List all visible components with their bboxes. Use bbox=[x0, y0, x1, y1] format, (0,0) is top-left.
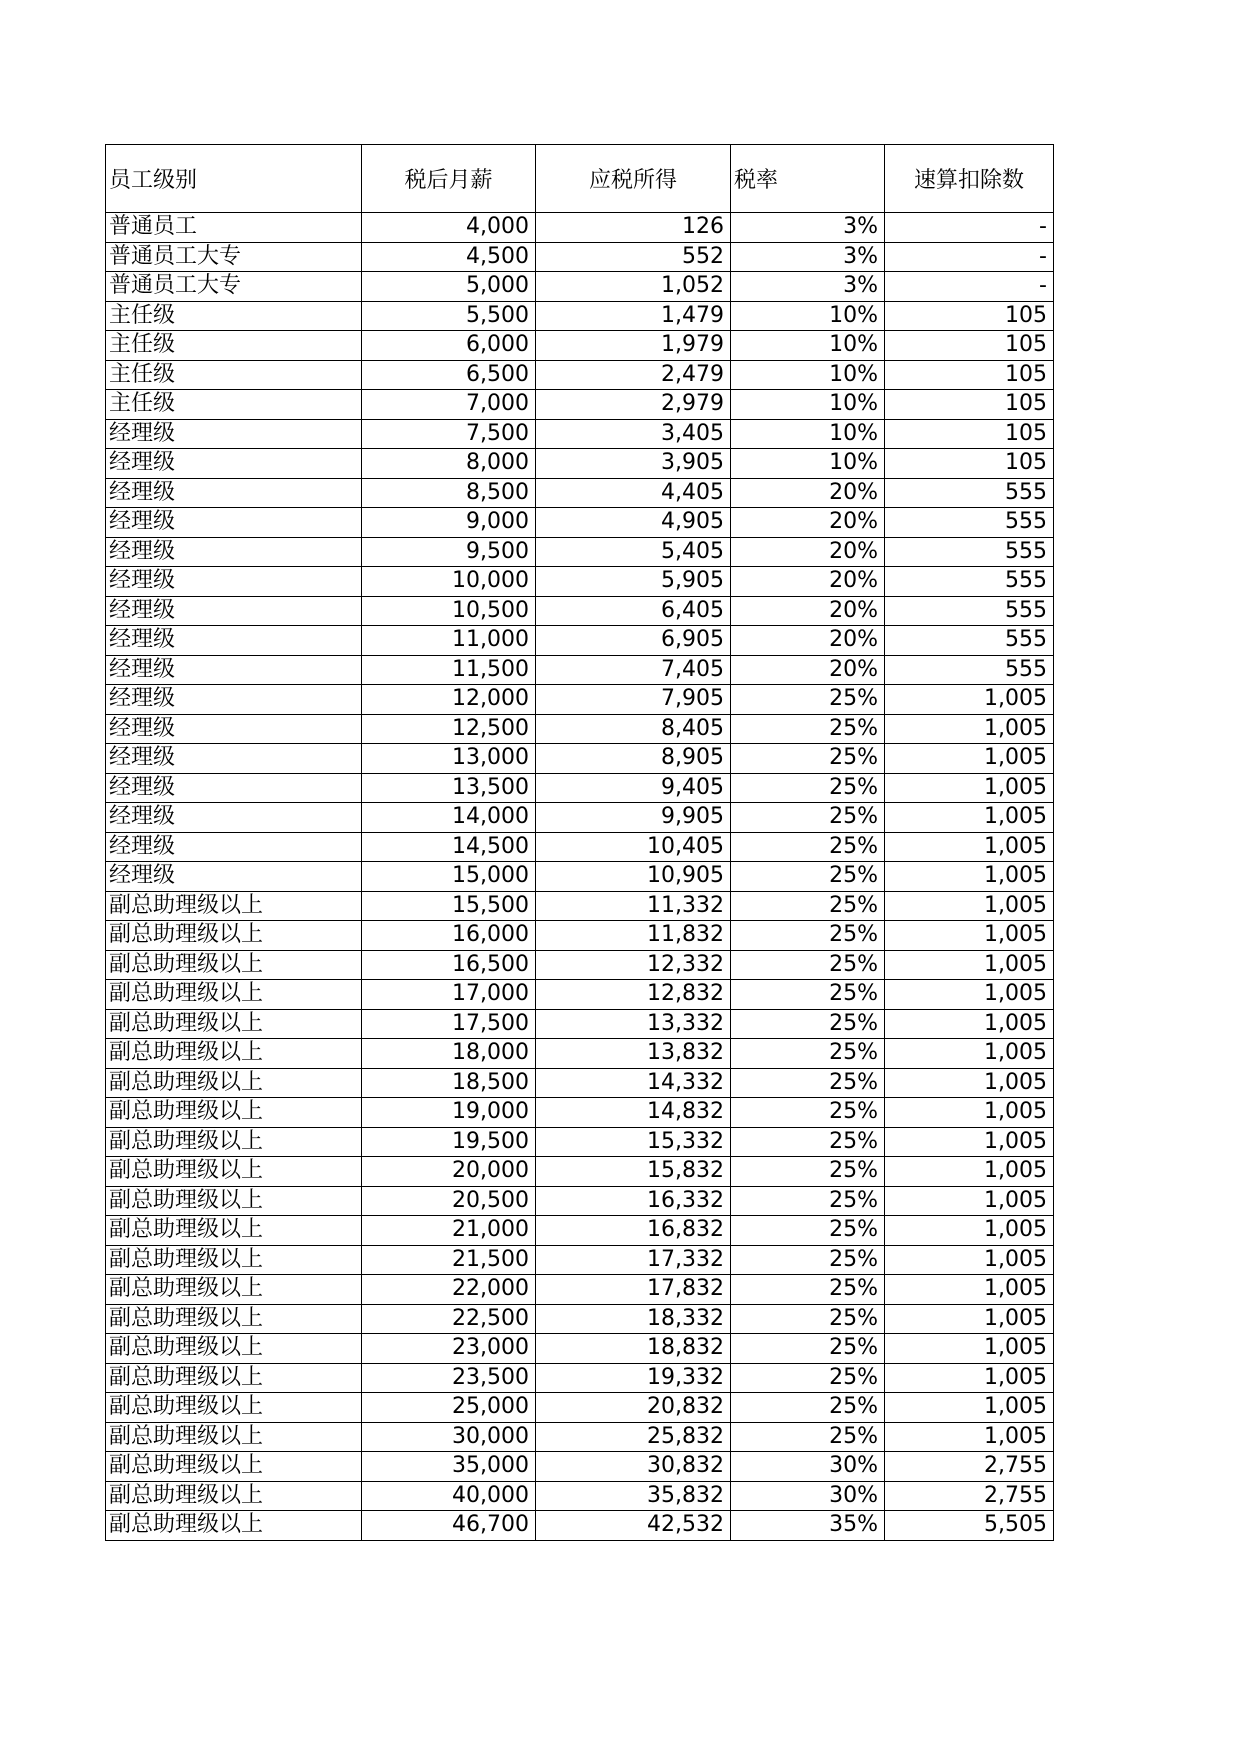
cell-quick-deduction: 1,005 bbox=[885, 1393, 1054, 1423]
cell-quick-deduction: 1,005 bbox=[885, 714, 1054, 744]
table-row bbox=[106, 1186, 1054, 1216]
cell-employee-level: 经理级 bbox=[106, 832, 362, 862]
cell-tax-rate: 25% bbox=[731, 744, 885, 774]
table-row bbox=[106, 1039, 1054, 1069]
cell-after-tax-salary: 10,000 bbox=[362, 567, 536, 597]
cell-taxable-income: 126 bbox=[536, 213, 731, 243]
table-row bbox=[106, 1334, 1054, 1364]
cell-employee-level: 经理级 bbox=[106, 862, 362, 892]
header-employee-level: 员工级别 bbox=[106, 145, 362, 213]
cell-tax-rate: 20% bbox=[731, 508, 885, 538]
cell-after-tax-salary: 23,500 bbox=[362, 1363, 536, 1393]
cell-quick-deduction: 105 bbox=[885, 419, 1054, 449]
table-row bbox=[106, 1009, 1054, 1039]
cell-after-tax-salary: 22,500 bbox=[362, 1304, 536, 1334]
cell-after-tax-salary: 10,500 bbox=[362, 596, 536, 626]
cell-employee-level: 经理级 bbox=[106, 685, 362, 715]
cell-after-tax-salary: 15,000 bbox=[362, 862, 536, 892]
cell-quick-deduction: 555 bbox=[885, 537, 1054, 567]
cell-after-tax-salary: 14,500 bbox=[362, 832, 536, 862]
cell-tax-rate: 25% bbox=[731, 1393, 885, 1423]
cell-employee-level: 副总助理级以上 bbox=[106, 950, 362, 980]
cell-tax-rate: 10% bbox=[731, 301, 885, 331]
cell-taxable-income: 35,832 bbox=[536, 1481, 731, 1511]
cell-quick-deduction: 555 bbox=[885, 567, 1054, 597]
table-row bbox=[106, 714, 1054, 744]
cell-taxable-income: 15,832 bbox=[536, 1157, 731, 1187]
cell-tax-rate: 10% bbox=[731, 331, 885, 361]
cell-taxable-income: 12,332 bbox=[536, 950, 731, 980]
table-row bbox=[106, 449, 1054, 479]
cell-quick-deduction: 1,005 bbox=[885, 1245, 1054, 1275]
cell-quick-deduction: 1,005 bbox=[885, 685, 1054, 715]
cell-employee-level: 副总助理级以上 bbox=[106, 1334, 362, 1364]
cell-employee-level: 副总助理级以上 bbox=[106, 1481, 362, 1511]
cell-tax-rate: 25% bbox=[731, 921, 885, 951]
cell-employee-level: 经理级 bbox=[106, 537, 362, 567]
cell-employee-level: 普通员工大专 bbox=[106, 242, 362, 272]
cell-tax-rate: 10% bbox=[731, 360, 885, 390]
cell-tax-rate: 25% bbox=[731, 1245, 885, 1275]
cell-quick-deduction: 555 bbox=[885, 596, 1054, 626]
cell-taxable-income: 5,405 bbox=[536, 537, 731, 567]
cell-after-tax-salary: 16,500 bbox=[362, 950, 536, 980]
cell-employee-level: 副总助理级以上 bbox=[106, 1098, 362, 1128]
cell-taxable-income: 14,832 bbox=[536, 1098, 731, 1128]
cell-quick-deduction: 2,755 bbox=[885, 1481, 1054, 1511]
cell-after-tax-salary: 17,000 bbox=[362, 980, 536, 1010]
table-row bbox=[106, 1304, 1054, 1334]
table-row bbox=[106, 301, 1054, 331]
cell-after-tax-salary: 7,500 bbox=[362, 419, 536, 449]
cell-quick-deduction: 1,005 bbox=[885, 1098, 1054, 1128]
cell-taxable-income: 3,905 bbox=[536, 449, 731, 479]
cell-quick-deduction: 555 bbox=[885, 655, 1054, 685]
cell-quick-deduction: 105 bbox=[885, 390, 1054, 420]
table-body bbox=[106, 213, 1054, 1541]
cell-employee-level: 经理级 bbox=[106, 419, 362, 449]
cell-tax-rate: 30% bbox=[731, 1481, 885, 1511]
table-row bbox=[106, 213, 1054, 243]
cell-employee-level: 经理级 bbox=[106, 655, 362, 685]
cell-taxable-income: 7,905 bbox=[536, 685, 731, 715]
table-row bbox=[106, 980, 1054, 1010]
cell-tax-rate: 25% bbox=[731, 1304, 885, 1334]
cell-quick-deduction: 105 bbox=[885, 331, 1054, 361]
cell-tax-rate: 20% bbox=[731, 596, 885, 626]
cell-after-tax-salary: 4,000 bbox=[362, 213, 536, 243]
cell-tax-rate: 25% bbox=[731, 1127, 885, 1157]
cell-after-tax-salary: 18,000 bbox=[362, 1039, 536, 1069]
table-row bbox=[106, 331, 1054, 361]
cell-quick-deduction: 555 bbox=[885, 508, 1054, 538]
cell-employee-level: 经理级 bbox=[106, 596, 362, 626]
cell-tax-rate: 20% bbox=[731, 655, 885, 685]
cell-tax-rate: 25% bbox=[731, 1334, 885, 1364]
cell-after-tax-salary: 25,000 bbox=[362, 1393, 536, 1423]
cell-quick-deduction: 105 bbox=[885, 360, 1054, 390]
cell-tax-rate: 25% bbox=[731, 1098, 885, 1128]
cell-tax-rate: 25% bbox=[731, 950, 885, 980]
table-row bbox=[106, 862, 1054, 892]
cell-quick-deduction: 1,005 bbox=[885, 1334, 1054, 1364]
cell-quick-deduction: 1,005 bbox=[885, 1039, 1054, 1069]
cell-after-tax-salary: 14,000 bbox=[362, 803, 536, 833]
table-row bbox=[106, 508, 1054, 538]
cell-taxable-income: 11,332 bbox=[536, 891, 731, 921]
table-row bbox=[106, 1275, 1054, 1305]
table-row bbox=[106, 390, 1054, 420]
cell-employee-level: 经理级 bbox=[106, 744, 362, 774]
header-taxable-income: 应税所得 bbox=[536, 145, 731, 213]
cell-quick-deduction: 105 bbox=[885, 449, 1054, 479]
cell-quick-deduction: - bbox=[885, 242, 1054, 272]
cell-employee-level: 经理级 bbox=[106, 567, 362, 597]
cell-taxable-income: 6,405 bbox=[536, 596, 731, 626]
cell-taxable-income: 552 bbox=[536, 242, 731, 272]
cell-employee-level: 主任级 bbox=[106, 360, 362, 390]
cell-taxable-income: 25,832 bbox=[536, 1422, 731, 1452]
cell-employee-level: 普通员工大专 bbox=[106, 272, 362, 302]
table-row bbox=[106, 832, 1054, 862]
cell-tax-rate: 20% bbox=[731, 478, 885, 508]
cell-taxable-income: 17,832 bbox=[536, 1275, 731, 1305]
cell-tax-rate: 3% bbox=[731, 213, 885, 243]
table-row bbox=[106, 478, 1054, 508]
cell-employee-level: 副总助理级以上 bbox=[106, 891, 362, 921]
cell-quick-deduction: - bbox=[885, 272, 1054, 302]
table-row bbox=[106, 1068, 1054, 1098]
cell-taxable-income: 18,832 bbox=[536, 1334, 731, 1364]
cell-taxable-income: 8,905 bbox=[536, 744, 731, 774]
table-row bbox=[106, 744, 1054, 774]
cell-taxable-income: 9,905 bbox=[536, 803, 731, 833]
cell-quick-deduction: 1,005 bbox=[885, 1186, 1054, 1216]
cell-after-tax-salary: 46,700 bbox=[362, 1511, 536, 1541]
table-row bbox=[106, 891, 1054, 921]
cell-tax-rate: 25% bbox=[731, 1363, 885, 1393]
cell-tax-rate: 25% bbox=[731, 1039, 885, 1069]
cell-taxable-income: 15,332 bbox=[536, 1127, 731, 1157]
cell-taxable-income: 11,832 bbox=[536, 921, 731, 951]
cell-taxable-income: 12,832 bbox=[536, 980, 731, 1010]
cell-taxable-income: 17,332 bbox=[536, 1245, 731, 1275]
cell-tax-rate: 10% bbox=[731, 449, 885, 479]
cell-employee-level: 经理级 bbox=[106, 449, 362, 479]
cell-tax-rate: 3% bbox=[731, 272, 885, 302]
table-row bbox=[106, 1127, 1054, 1157]
cell-quick-deduction: 1,005 bbox=[885, 862, 1054, 892]
cell-employee-level: 经理级 bbox=[106, 508, 362, 538]
table-row bbox=[106, 419, 1054, 449]
cell-employee-level: 副总助理级以上 bbox=[106, 1039, 362, 1069]
cell-employee-level: 副总助理级以上 bbox=[106, 1216, 362, 1246]
table-row bbox=[106, 1157, 1054, 1187]
salary-tax-table bbox=[105, 144, 1054, 1541]
cell-employee-level: 主任级 bbox=[106, 331, 362, 361]
table-row bbox=[106, 626, 1054, 656]
cell-employee-level: 经理级 bbox=[106, 773, 362, 803]
table-header bbox=[106, 145, 1054, 213]
cell-taxable-income: 7,405 bbox=[536, 655, 731, 685]
cell-employee-level: 副总助理级以上 bbox=[106, 1422, 362, 1452]
cell-after-tax-salary: 5,000 bbox=[362, 272, 536, 302]
cell-employee-level: 副总助理级以上 bbox=[106, 1511, 362, 1541]
cell-after-tax-salary: 19,000 bbox=[362, 1098, 536, 1128]
cell-employee-level: 副总助理级以上 bbox=[106, 1157, 362, 1187]
cell-quick-deduction: 1,005 bbox=[885, 1009, 1054, 1039]
cell-employee-level: 副总助理级以上 bbox=[106, 1363, 362, 1393]
cell-after-tax-salary: 9,500 bbox=[362, 537, 536, 567]
cell-quick-deduction: 5,505 bbox=[885, 1511, 1054, 1541]
table-row bbox=[106, 1422, 1054, 1452]
cell-after-tax-salary: 15,500 bbox=[362, 891, 536, 921]
cell-quick-deduction: 555 bbox=[885, 626, 1054, 656]
table-row bbox=[106, 1481, 1054, 1511]
cell-tax-rate: 20% bbox=[731, 537, 885, 567]
cell-tax-rate: 20% bbox=[731, 626, 885, 656]
cell-tax-rate: 30% bbox=[731, 1452, 885, 1482]
cell-after-tax-salary: 13,500 bbox=[362, 773, 536, 803]
cell-after-tax-salary: 8,500 bbox=[362, 478, 536, 508]
cell-after-tax-salary: 5,500 bbox=[362, 301, 536, 331]
cell-tax-rate: 25% bbox=[731, 803, 885, 833]
cell-tax-rate: 20% bbox=[731, 567, 885, 597]
cell-after-tax-salary: 9,000 bbox=[362, 508, 536, 538]
cell-taxable-income: 10,905 bbox=[536, 862, 731, 892]
cell-taxable-income: 13,332 bbox=[536, 1009, 731, 1039]
table-row bbox=[106, 950, 1054, 980]
cell-employee-level: 经理级 bbox=[106, 478, 362, 508]
cell-employee-level: 副总助理级以上 bbox=[106, 1009, 362, 1039]
cell-employee-level: 经理级 bbox=[106, 626, 362, 656]
cell-tax-rate: 25% bbox=[731, 1157, 885, 1187]
cell-taxable-income: 10,405 bbox=[536, 832, 731, 862]
cell-after-tax-salary: 20,500 bbox=[362, 1186, 536, 1216]
cell-taxable-income: 6,905 bbox=[536, 626, 731, 656]
cell-taxable-income: 16,832 bbox=[536, 1216, 731, 1246]
cell-after-tax-salary: 21,000 bbox=[362, 1216, 536, 1246]
cell-taxable-income: 30,832 bbox=[536, 1452, 731, 1482]
cell-employee-level: 副总助理级以上 bbox=[106, 1452, 362, 1482]
cell-taxable-income: 20,832 bbox=[536, 1393, 731, 1423]
cell-after-tax-salary: 16,000 bbox=[362, 921, 536, 951]
table-row bbox=[106, 1098, 1054, 1128]
table-row bbox=[106, 1216, 1054, 1246]
cell-taxable-income: 5,905 bbox=[536, 567, 731, 597]
cell-after-tax-salary: 12,500 bbox=[362, 714, 536, 744]
cell-quick-deduction: 2,755 bbox=[885, 1452, 1054, 1482]
cell-employee-level: 副总助理级以上 bbox=[106, 980, 362, 1010]
table-row bbox=[106, 596, 1054, 626]
cell-after-tax-salary: 8,000 bbox=[362, 449, 536, 479]
cell-taxable-income: 42,532 bbox=[536, 1511, 731, 1541]
cell-tax-rate: 25% bbox=[731, 1275, 885, 1305]
cell-tax-rate: 25% bbox=[731, 773, 885, 803]
cell-employee-level: 普通员工 bbox=[106, 213, 362, 243]
cell-quick-deduction: 105 bbox=[885, 301, 1054, 331]
table-row bbox=[106, 567, 1054, 597]
cell-employee-level: 主任级 bbox=[106, 390, 362, 420]
cell-taxable-income: 1,052 bbox=[536, 272, 731, 302]
cell-quick-deduction: 1,005 bbox=[885, 803, 1054, 833]
cell-tax-rate: 35% bbox=[731, 1511, 885, 1541]
cell-taxable-income: 9,405 bbox=[536, 773, 731, 803]
cell-tax-rate: 10% bbox=[731, 390, 885, 420]
table-row bbox=[106, 537, 1054, 567]
cell-taxable-income: 1,479 bbox=[536, 301, 731, 331]
table-row bbox=[106, 1363, 1054, 1393]
header-tax-rate: 税率 bbox=[731, 145, 885, 213]
cell-tax-rate: 25% bbox=[731, 1009, 885, 1039]
cell-after-tax-salary: 17,500 bbox=[362, 1009, 536, 1039]
table-row bbox=[106, 685, 1054, 715]
cell-after-tax-salary: 30,000 bbox=[362, 1422, 536, 1452]
cell-quick-deduction: 1,005 bbox=[885, 1068, 1054, 1098]
cell-taxable-income: 2,479 bbox=[536, 360, 731, 390]
cell-after-tax-salary: 12,000 bbox=[362, 685, 536, 715]
cell-employee-level: 经理级 bbox=[106, 714, 362, 744]
table-row bbox=[106, 242, 1054, 272]
cell-taxable-income: 19,332 bbox=[536, 1363, 731, 1393]
table-row bbox=[106, 1245, 1054, 1275]
table-row bbox=[106, 773, 1054, 803]
cell-after-tax-salary: 11,500 bbox=[362, 655, 536, 685]
cell-taxable-income: 16,332 bbox=[536, 1186, 731, 1216]
cell-quick-deduction: 1,005 bbox=[885, 1422, 1054, 1452]
cell-tax-rate: 25% bbox=[731, 862, 885, 892]
header-after-tax-salary: 税后月薪 bbox=[362, 145, 536, 213]
table-row bbox=[106, 921, 1054, 951]
cell-employee-level: 副总助理级以上 bbox=[106, 1068, 362, 1098]
cell-quick-deduction: 1,005 bbox=[885, 1275, 1054, 1305]
header-quick-deduction: 速算扣除数 bbox=[885, 145, 1054, 213]
cell-quick-deduction: 1,005 bbox=[885, 921, 1054, 951]
cell-after-tax-salary: 35,000 bbox=[362, 1452, 536, 1482]
cell-employee-level: 副总助理级以上 bbox=[106, 1186, 362, 1216]
cell-tax-rate: 3% bbox=[731, 242, 885, 272]
table-row bbox=[106, 360, 1054, 390]
cell-after-tax-salary: 6,500 bbox=[362, 360, 536, 390]
cell-employee-level: 副总助理级以上 bbox=[106, 1275, 362, 1305]
cell-employee-level: 副总助理级以上 bbox=[106, 921, 362, 951]
cell-quick-deduction: 1,005 bbox=[885, 1157, 1054, 1187]
cell-employee-level: 副总助理级以上 bbox=[106, 1245, 362, 1275]
cell-quick-deduction: 1,005 bbox=[885, 1127, 1054, 1157]
table-row bbox=[106, 272, 1054, 302]
cell-after-tax-salary: 13,000 bbox=[362, 744, 536, 774]
cell-taxable-income: 2,979 bbox=[536, 390, 731, 420]
cell-quick-deduction: - bbox=[885, 213, 1054, 243]
table-row bbox=[106, 655, 1054, 685]
cell-taxable-income: 4,905 bbox=[536, 508, 731, 538]
cell-quick-deduction: 1,005 bbox=[885, 1304, 1054, 1334]
cell-quick-deduction: 1,005 bbox=[885, 891, 1054, 921]
cell-after-tax-salary: 20,000 bbox=[362, 1157, 536, 1187]
cell-after-tax-salary: 11,000 bbox=[362, 626, 536, 656]
cell-tax-rate: 25% bbox=[731, 891, 885, 921]
cell-taxable-income: 14,332 bbox=[536, 1068, 731, 1098]
cell-taxable-income: 3,405 bbox=[536, 419, 731, 449]
cell-quick-deduction: 555 bbox=[885, 478, 1054, 508]
cell-tax-rate: 25% bbox=[731, 980, 885, 1010]
cell-after-tax-salary: 6,000 bbox=[362, 331, 536, 361]
cell-after-tax-salary: 21,500 bbox=[362, 1245, 536, 1275]
cell-after-tax-salary: 19,500 bbox=[362, 1127, 536, 1157]
cell-tax-rate: 25% bbox=[731, 685, 885, 715]
cell-employee-level: 主任级 bbox=[106, 301, 362, 331]
table-row bbox=[106, 1452, 1054, 1482]
cell-tax-rate: 25% bbox=[731, 1216, 885, 1246]
cell-quick-deduction: 1,005 bbox=[885, 773, 1054, 803]
cell-after-tax-salary: 40,000 bbox=[362, 1481, 536, 1511]
cell-quick-deduction: 1,005 bbox=[885, 832, 1054, 862]
table-row bbox=[106, 803, 1054, 833]
cell-quick-deduction: 1,005 bbox=[885, 950, 1054, 980]
cell-after-tax-salary: 4,500 bbox=[362, 242, 536, 272]
table-row bbox=[106, 1393, 1054, 1423]
cell-tax-rate: 25% bbox=[731, 1422, 885, 1452]
cell-taxable-income: 13,832 bbox=[536, 1039, 731, 1069]
cell-tax-rate: 10% bbox=[731, 419, 885, 449]
cell-after-tax-salary: 23,000 bbox=[362, 1334, 536, 1364]
cell-taxable-income: 1,979 bbox=[536, 331, 731, 361]
cell-tax-rate: 25% bbox=[731, 714, 885, 744]
cell-after-tax-salary: 18,500 bbox=[362, 1068, 536, 1098]
cell-after-tax-salary: 22,000 bbox=[362, 1275, 536, 1305]
cell-employee-level: 经理级 bbox=[106, 803, 362, 833]
cell-employee-level: 副总助理级以上 bbox=[106, 1393, 362, 1423]
cell-quick-deduction: 1,005 bbox=[885, 1363, 1054, 1393]
cell-taxable-income: 8,405 bbox=[536, 714, 731, 744]
cell-employee-level: 副总助理级以上 bbox=[106, 1304, 362, 1334]
header-row bbox=[106, 145, 1054, 213]
cell-after-tax-salary: 7,000 bbox=[362, 390, 536, 420]
cell-quick-deduction: 1,005 bbox=[885, 1216, 1054, 1246]
cell-quick-deduction: 1,005 bbox=[885, 744, 1054, 774]
cell-taxable-income: 18,332 bbox=[536, 1304, 731, 1334]
cell-employee-level: 副总助理级以上 bbox=[106, 1127, 362, 1157]
table-row bbox=[106, 1511, 1054, 1541]
cell-tax-rate: 25% bbox=[731, 1068, 885, 1098]
cell-quick-deduction: 1,005 bbox=[885, 980, 1054, 1010]
cell-tax-rate: 25% bbox=[731, 832, 885, 862]
cell-taxable-income: 4,405 bbox=[536, 478, 731, 508]
cell-tax-rate: 25% bbox=[731, 1186, 885, 1216]
